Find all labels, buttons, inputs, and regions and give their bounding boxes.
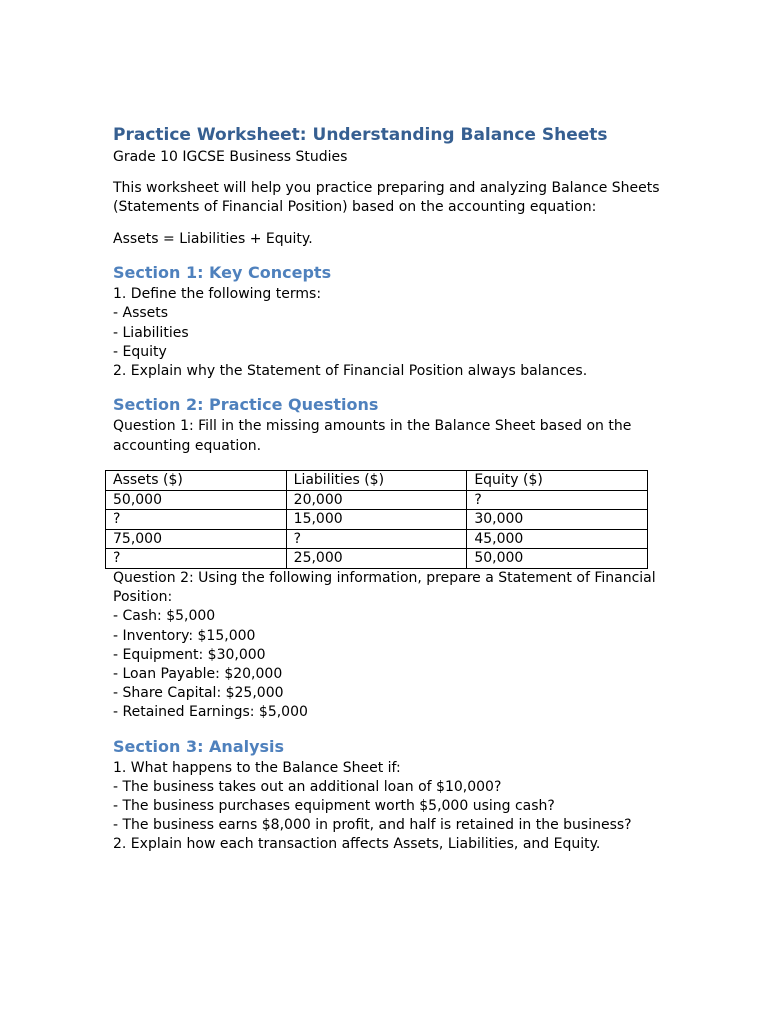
table-header-cell: Equity ($)	[467, 471, 648, 491]
table-cell: 75,000	[106, 529, 287, 549]
question2-item: - Retained Earnings: $5,000	[113, 704, 308, 721]
worksheet-content	[113, 124, 673, 855]
table-cell: 20,000	[286, 490, 467, 510]
table-row	[106, 510, 648, 530]
table-cell: 50,000	[467, 549, 648, 569]
question2-item: - Equipment: $30,000	[113, 646, 266, 663]
table-cell: 45,000	[467, 529, 648, 549]
section3-line: - The business takes out an additional loan of $10,000?	[113, 778, 502, 795]
page-title: Practice Worksheet: Understanding Balance Sheets	[113, 125, 608, 145]
intro-paragraph: This worksheet will help you practice preparing and analyzing Balance Sheets (Statements of Financial Position) based on the accounting equation:	[113, 180, 660, 216]
subtitle: Grade 10 IGCSE Business Studies	[113, 149, 348, 165]
section3-line: 1. What happens to the Balance Sheet if:	[113, 759, 401, 776]
table-cell: ?	[106, 510, 287, 530]
table-row	[106, 549, 648, 569]
section1-line: - Equity	[113, 343, 167, 360]
section2-heading: Section 2: Practice Questions	[113, 395, 379, 415]
section3-line: - The business purchases equipment worth $5,000 using cash?	[113, 797, 555, 814]
section3-line: 2. Explain how each transaction affects Assets, Liabilities, and Equity.	[113, 836, 601, 853]
question2-item: - Cash: $5,000	[113, 608, 216, 625]
table-header-row	[106, 471, 648, 491]
table-cell: 15,000	[286, 510, 467, 530]
table-cell: 25,000	[286, 549, 467, 569]
accounting-equation: Assets = Liabilities + Equity.	[113, 230, 313, 247]
question2-item: - Loan Payable: $20,000	[113, 665, 283, 682]
section1-lines	[113, 285, 673, 381]
table-cell: 50,000	[106, 490, 287, 510]
table-header-cell: Assets ($)	[106, 471, 287, 491]
table-header-cell: Liabilities ($)	[286, 471, 467, 491]
table-cell: ?	[286, 529, 467, 549]
question1-text: Question 1: Fill in the missing amounts in the Balance Sheet based on the accounting equation.	[113, 418, 632, 454]
section3-heading: Section 3: Analysis	[113, 736, 285, 756]
section1-line: - Assets	[113, 305, 169, 322]
section1-heading: Section 1: Key Concepts	[113, 263, 332, 283]
section3-line: - The business earns $8,000 in profit, and half is retained in the business?	[113, 817, 632, 834]
table-cell: ?	[467, 490, 648, 510]
question2-item: - Share Capital: $25,000	[113, 685, 284, 702]
section1-line: 2. Explain why the Statement of Financial Position always balances.	[113, 363, 588, 380]
balance-sheet-table	[105, 470, 648, 569]
table-row	[106, 529, 648, 549]
section1-line: - Liabilities	[113, 324, 189, 341]
question2-items	[113, 607, 673, 722]
question2-text: Question 2: Using the following information, prepare a Statement of Financial Position:	[113, 569, 656, 605]
section1-line: 1. Define the following terms:	[113, 286, 322, 303]
question2-item: - Inventory: $15,000	[113, 627, 256, 644]
table-cell: 30,000	[467, 510, 648, 530]
table-row	[106, 490, 648, 510]
table-cell: ?	[106, 549, 287, 569]
section3-lines	[113, 759, 673, 855]
